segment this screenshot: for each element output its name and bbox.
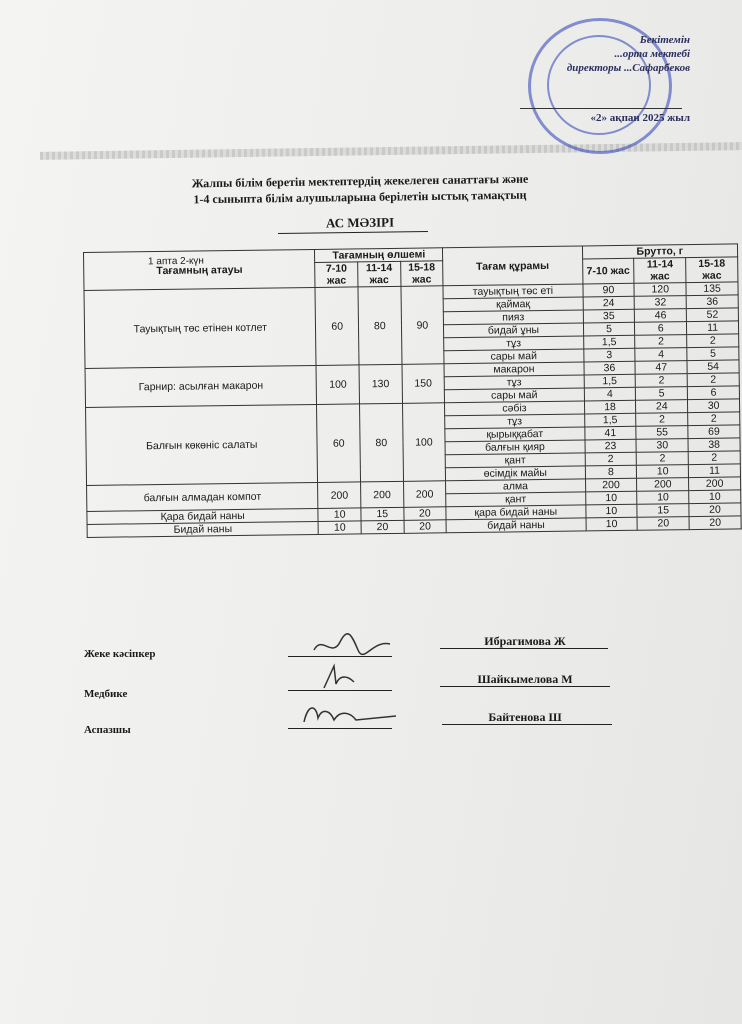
gross-weight-cell: 2 — [585, 452, 637, 466]
gross-weight-cell: 200 — [585, 478, 637, 492]
portion-cell: 20 — [404, 520, 447, 534]
gross-weight-cell: 10 — [637, 491, 689, 505]
signature-nurse — [320, 662, 360, 692]
gross-weight-cell: 4 — [635, 348, 687, 362]
signature-name-cook: Байтенова Ш — [488, 710, 562, 724]
gross-weight-cell: 10 — [637, 465, 689, 479]
gross-weight-cell: 2 — [688, 451, 740, 465]
approval-line2: ...орта мектебі — [614, 48, 690, 60]
gross-weight-cell: 200 — [689, 477, 741, 491]
portion-cell: 150 — [402, 364, 445, 404]
gross-weight-cell: 10 — [585, 504, 637, 518]
header-gross: Брутто, г — [582, 244, 738, 259]
gross-weight-cell: 24 — [636, 400, 688, 414]
gross-weight-cell: 2 — [636, 413, 688, 427]
signature-name-nurse: Шайкымелова М — [477, 672, 573, 686]
gross-weight-cell: 2 — [687, 373, 739, 387]
header-gross-age-15-18: 15-18 жас — [686, 257, 738, 283]
ingredient-name: бидай наны — [446, 518, 585, 533]
portion-cell: 20 — [403, 507, 446, 521]
menu-title: АС МӘЗІРІ — [325, 214, 395, 231]
gross-weight-cell: 11 — [687, 321, 739, 335]
ingredient-name: сары май — [444, 349, 583, 364]
ingredient-name: өсімдік майы — [446, 466, 585, 481]
signature-role-entrepreneur: Жеке кәсіпкер — [84, 648, 156, 660]
gross-weight-cell: 20 — [689, 516, 741, 530]
title-line2: 1-4 сыныпта білім алушыларына берілетін ыстық тамақтың — [193, 187, 527, 207]
signature-role-cook: Аспазшы — [84, 724, 131, 736]
gross-weight-cell: 24 — [583, 296, 635, 310]
ingredient-name: қант — [446, 492, 585, 507]
ingredient-name: қара бидай наны — [446, 505, 585, 520]
portion-cell: 100 — [402, 403, 446, 482]
gross-weight-cell: 55 — [636, 426, 688, 440]
dish-name: Қара бидай наны — [87, 508, 319, 524]
gross-weight-cell: 1,5 — [584, 413, 636, 427]
header-gross-age-11-14: 11-14 жас — [634, 258, 686, 284]
ingredient-name: қант — [445, 453, 584, 468]
ingredient-name: бидай ұны — [444, 323, 583, 338]
portion-cell: 200 — [361, 481, 404, 508]
gross-weight-cell: 2 — [688, 412, 740, 426]
header-dish: Тағамның атауы — [84, 249, 316, 290]
gross-weight-cell: 52 — [686, 308, 738, 322]
signature-name-entrepreneur: Ибрагимова Ж — [484, 634, 566, 648]
gross-weight-cell: 23 — [585, 439, 637, 453]
gross-weight-cell: 54 — [687, 360, 739, 374]
approval-line1: Бекітемін — [639, 34, 690, 46]
approval-line3: директоры ...Сафарбеков — [566, 62, 690, 74]
dish-name: Балғын көкөніс салаты — [86, 404, 318, 485]
ingredient-name: сәбіз — [445, 401, 584, 416]
gross-weight-cell: 47 — [635, 361, 687, 375]
dish-name: балғын алмадан компот — [87, 482, 319, 511]
portion-cell: 15 — [361, 507, 404, 521]
ingredient-name: қаймақ — [443, 297, 582, 312]
gross-weight-cell: 2 — [635, 335, 687, 349]
header-gross-age-7-10: 7-10 жас — [582, 258, 634, 284]
gross-weight-cell: 18 — [584, 400, 636, 414]
week-day-label: 1 апта 2-күн — [147, 255, 204, 268]
ingredient-name: пияз — [444, 310, 583, 325]
gross-weight-cell: 41 — [584, 426, 636, 440]
ingredient-name: сары май — [445, 388, 584, 403]
dish-name: Тауықтың төс етінен котлет — [84, 287, 316, 368]
header-composition: Тағам құрамы — [443, 246, 583, 286]
portion-cell: 60 — [317, 404, 361, 483]
gross-weight-cell: 90 — [582, 283, 634, 297]
ingredient-name: тұз — [444, 336, 583, 351]
gross-weight-cell: 5 — [636, 387, 688, 401]
gross-weight-cell: 11 — [688, 464, 740, 478]
portion-cell: 100 — [316, 365, 359, 405]
signature-role-nurse: Медбике — [84, 688, 128, 700]
ingredient-name: қырыққабат — [445, 427, 584, 442]
header-age-11-14: 11-14 жас — [358, 261, 401, 287]
portion-cell: 90 — [401, 286, 445, 365]
gross-weight-cell: 6 — [635, 322, 687, 336]
title-line1: Жалпы білім беретін мектептердің жекелеген санаттағы және — [191, 171, 529, 191]
gross-weight-cell: 10 — [585, 491, 637, 505]
ingredient-name: балғын қияр — [445, 440, 584, 455]
gross-weight-cell: 30 — [636, 439, 688, 453]
gross-weight-cell: 5 — [583, 322, 635, 336]
gross-weight-cell: 38 — [688, 438, 740, 452]
portion-cell: 80 — [358, 286, 402, 365]
gross-weight-cell: 20 — [689, 503, 741, 517]
header-age-7-10: 7-10 жас — [315, 262, 358, 288]
gross-weight-cell: 10 — [586, 517, 638, 531]
portion-cell: 80 — [360, 403, 404, 482]
gross-weight-cell: 3 — [583, 348, 635, 362]
portion-cell: 20 — [361, 520, 404, 534]
ingredient-name: тауықтың төс еті — [443, 284, 582, 299]
name-line-nurse — [440, 686, 610, 687]
name-line-cook — [442, 724, 612, 725]
gross-weight-cell: 35 — [583, 309, 635, 323]
signature-entrepreneur — [312, 630, 392, 660]
ingredient-name: алма — [446, 479, 585, 494]
gross-weight-cell: 2 — [636, 452, 688, 466]
gross-weight-cell: 4 — [584, 387, 636, 401]
ingredient-name: тұз — [445, 414, 584, 429]
gross-weight-cell: 6 — [687, 386, 739, 400]
gross-weight-cell: 120 — [634, 283, 686, 297]
gross-weight-cell: 15 — [637, 504, 689, 518]
gross-weight-cell: 46 — [635, 309, 687, 323]
portion-cell: 130 — [359, 364, 402, 404]
portion-cell: 10 — [318, 508, 361, 522]
dish-name: Гарнир: асылған макарон — [85, 365, 317, 407]
portion-cell: 60 — [315, 287, 359, 366]
dish-name: Бидай наны — [87, 521, 319, 537]
header-age-15-18: 15-18 жас — [400, 261, 443, 287]
gross-weight-cell: 135 — [686, 282, 738, 296]
header-portion: Тағамның өлшемі — [315, 248, 443, 263]
name-line-entrepreneur — [440, 648, 608, 649]
approval-date: «2» ақпан 2025 жыл — [590, 112, 690, 124]
ingredient-name: тұз — [444, 375, 583, 390]
gross-weight-cell: 36 — [686, 295, 738, 309]
gross-weight-cell: 36 — [583, 361, 635, 375]
gross-weight-cell: 10 — [689, 490, 741, 504]
gross-weight-cell: 20 — [637, 517, 689, 531]
signature-cook — [300, 700, 400, 730]
portion-cell: 10 — [318, 521, 361, 535]
gross-weight-cell: 1,5 — [583, 335, 635, 349]
gross-weight-cell: 32 — [634, 296, 686, 310]
menu-table — [83, 243, 742, 538]
gross-weight-cell: 200 — [637, 478, 689, 492]
portion-cell: 200 — [403, 481, 446, 508]
gross-weight-cell: 69 — [688, 425, 740, 439]
approval-signature-line — [520, 108, 682, 109]
gross-weight-cell: 8 — [585, 465, 637, 479]
gross-weight-cell: 30 — [688, 399, 740, 413]
ingredient-name: макарон — [444, 362, 583, 377]
gross-weight-cell: 2 — [687, 334, 739, 348]
gross-weight-cell: 2 — [635, 374, 687, 388]
gross-weight-cell: 1,5 — [584, 374, 636, 388]
portion-cell: 200 — [318, 482, 361, 509]
approval-block — [520, 32, 690, 126]
gross-weight-cell: 5 — [687, 347, 739, 361]
